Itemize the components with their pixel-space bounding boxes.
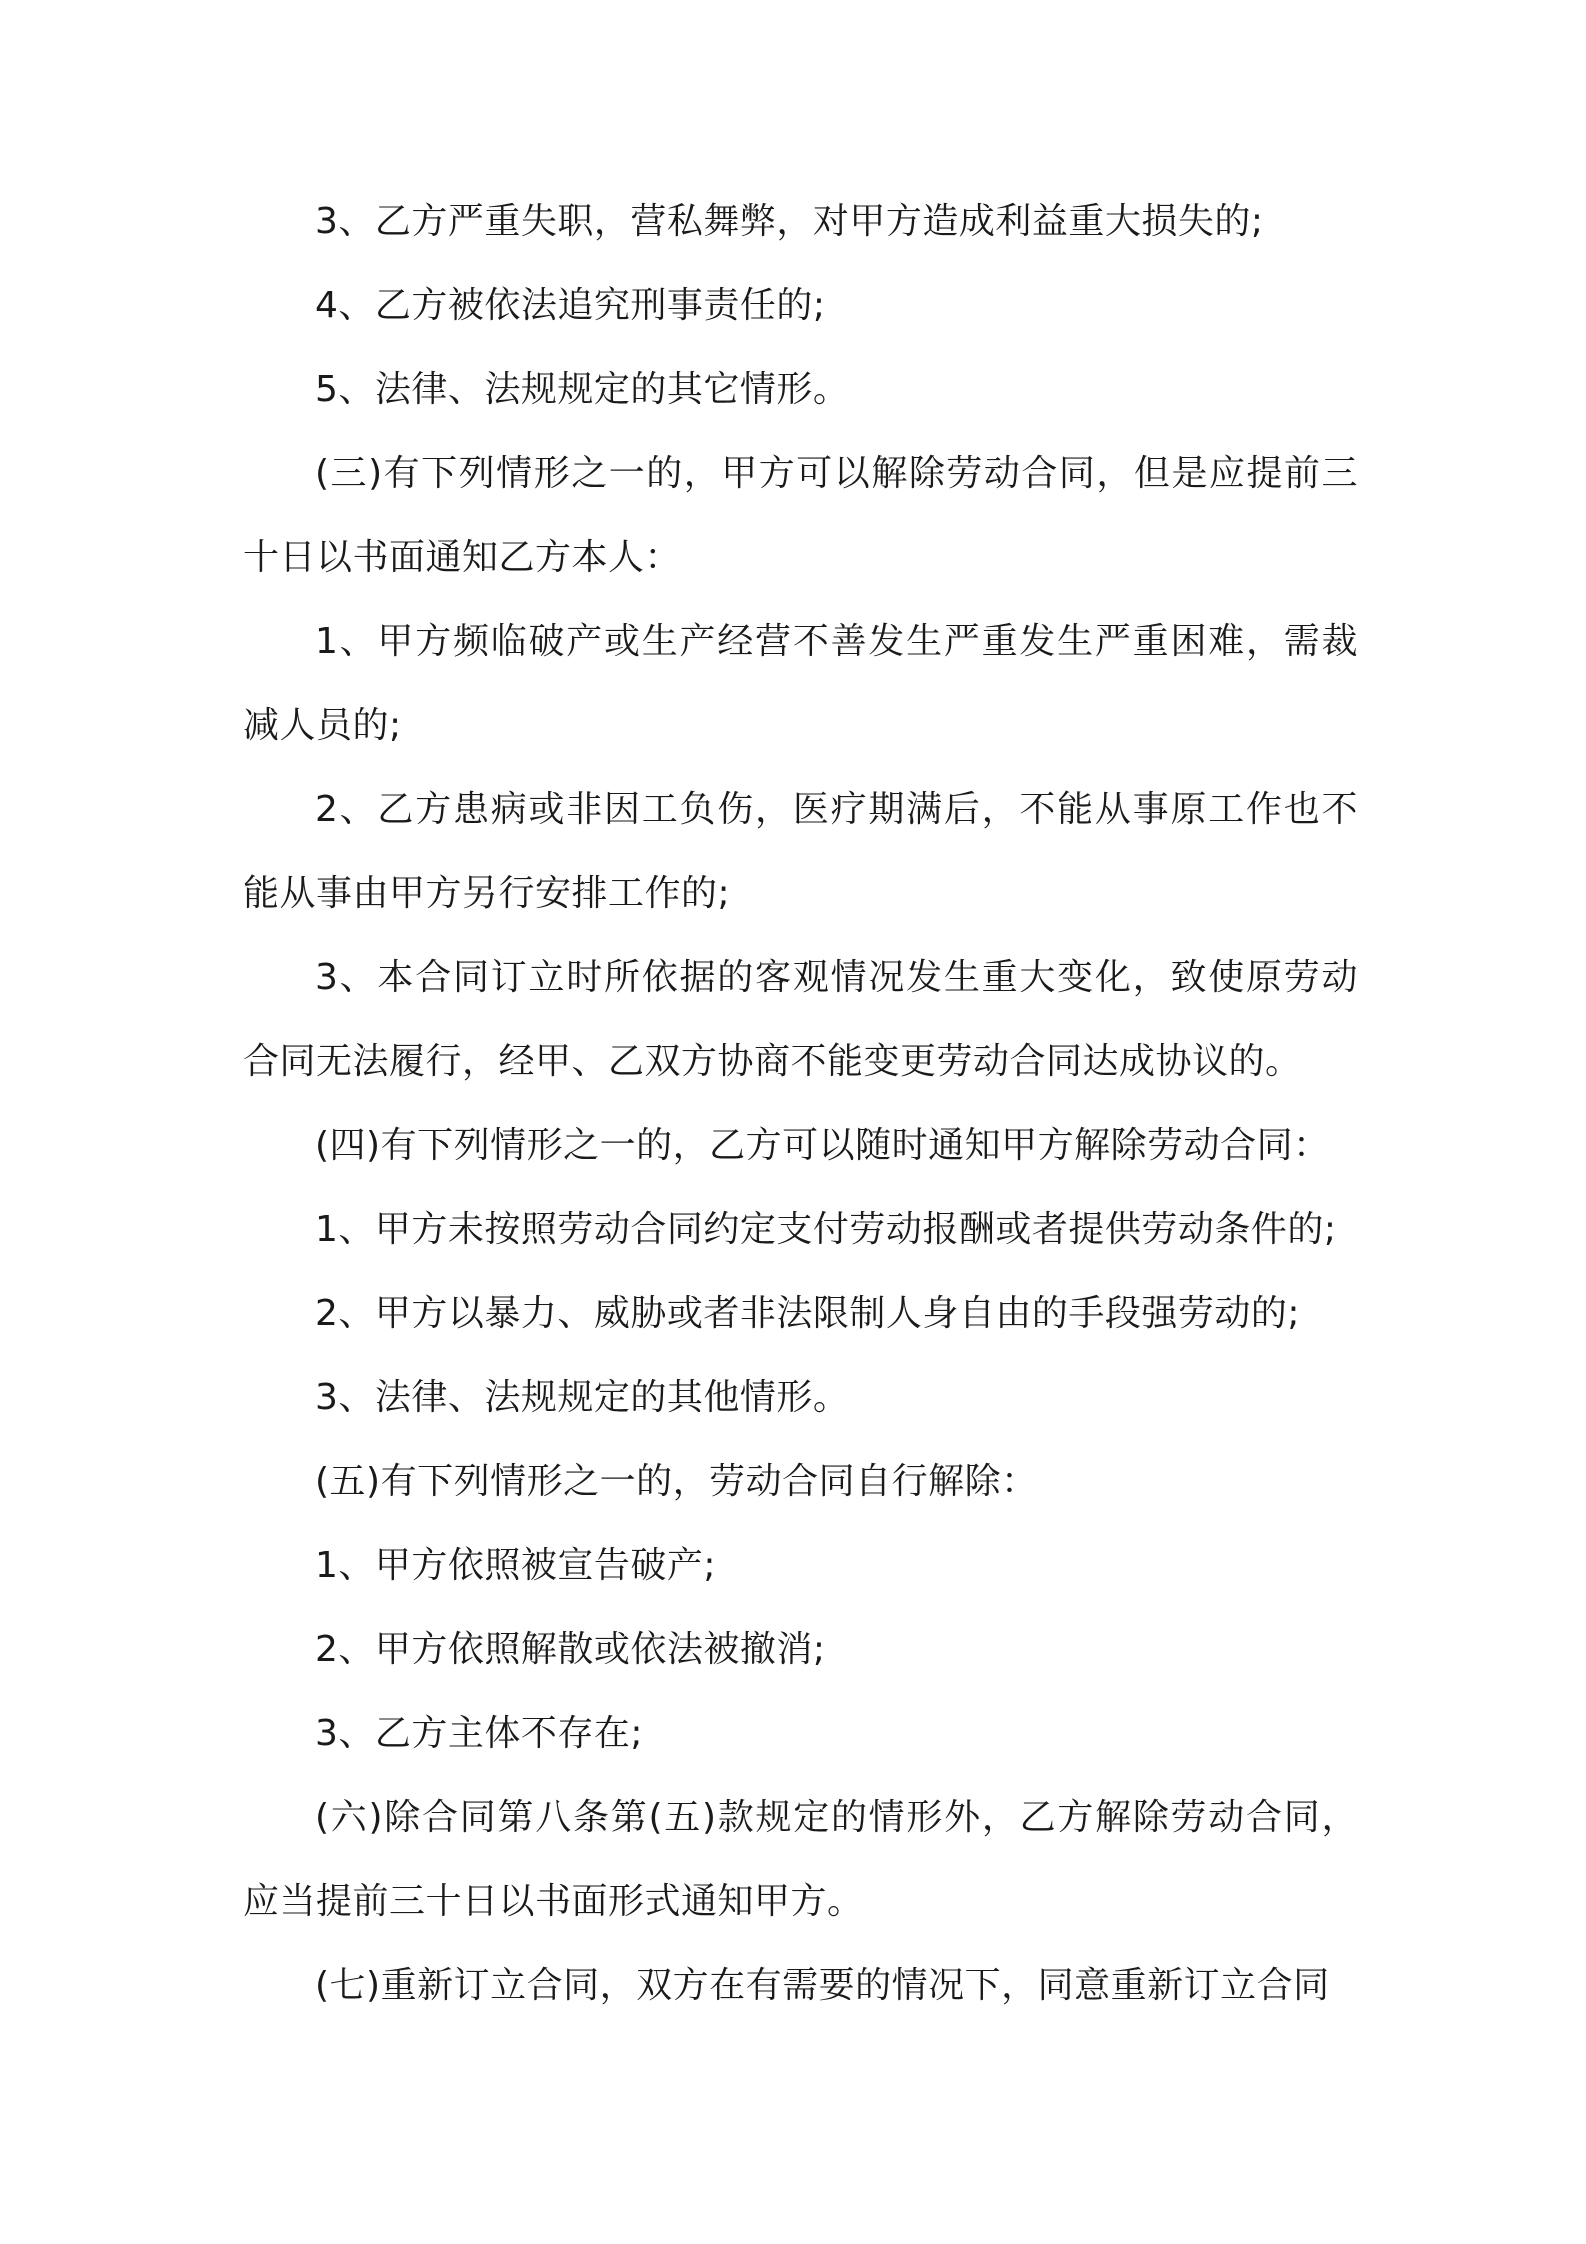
paragraph-section-3-item-2: 2、乙方患病或非因工负伤，医疗期满后，不能从事原工作也不能从事由甲方另行安排工作的; (243, 789, 1358, 914)
paragraph-section-4-item-1: 1、甲方未按照劳动合同约定支付劳动报酬或者提供劳动条件的; (315, 1209, 1337, 1250)
paragraph-section-6: (六)除合同第八条第(五)款规定的情形外，乙方解除劳动合同，应当提前三十日以书面形式通知甲方。 (243, 1797, 1358, 1922)
paragraph-section-3-heading: (三)有下列情形之一的，甲方可以解除劳动合同，但是应提前三十日以书面通知乙方本人： (243, 453, 1358, 578)
paragraph-clause-3-serious-dereliction: 3、乙方严重失职，营私舞弊，对甲方造成利益重大损失的; (315, 201, 1264, 242)
paragraph-section-5-item-3: 3、乙方主体不存在; (315, 1713, 644, 1754)
paragraph-section-4-heading: (四)有下列情形之一的，乙方可以随时通知甲方解除劳动合同： (315, 1125, 1330, 1166)
paragraph-section-3-item-3: 3、本合同订立时所依据的客观情况发生重大变化，致使原劳动合同无法履行，经甲、乙双方协商不能变更劳动合同达成协议的。 (243, 957, 1358, 1082)
paragraph-section-5-item-1: 1、甲方依照被宣告破产; (315, 1545, 717, 1586)
paragraph-clause-4-criminal-liability: 4、乙方被依法追究刑事责任的; (315, 285, 826, 326)
paragraph-section-4-item-2: 2、甲方以暴力、威胁或者非法限制人身自由的手段强劳动的; (315, 1293, 1301, 1334)
document-body (243, 180, 1358, 2028)
paragraph-section-5-item-2: 2、甲方依照解散或依法被撤消; (315, 1629, 826, 1670)
paragraph-section-4-item-3: 3、法律、法规规定的其他情形。 (315, 1377, 850, 1418)
paragraph-section-5-heading: (五)有下列情形之一的，劳动合同自行解除： (315, 1461, 1038, 1502)
paragraph-section-3-item-1: 1、甲方频临破产或生产经营不善发生严重发生严重困难，需裁减人员的; (243, 621, 1358, 746)
paragraph-section-7: (七)重新订立合同，双方在有需要的情况下，同意重新订立合同 (315, 1965, 1330, 2006)
paragraph-clause-5-other-circumstances: 5、法律、法规规定的其它情形。 (315, 369, 850, 410)
